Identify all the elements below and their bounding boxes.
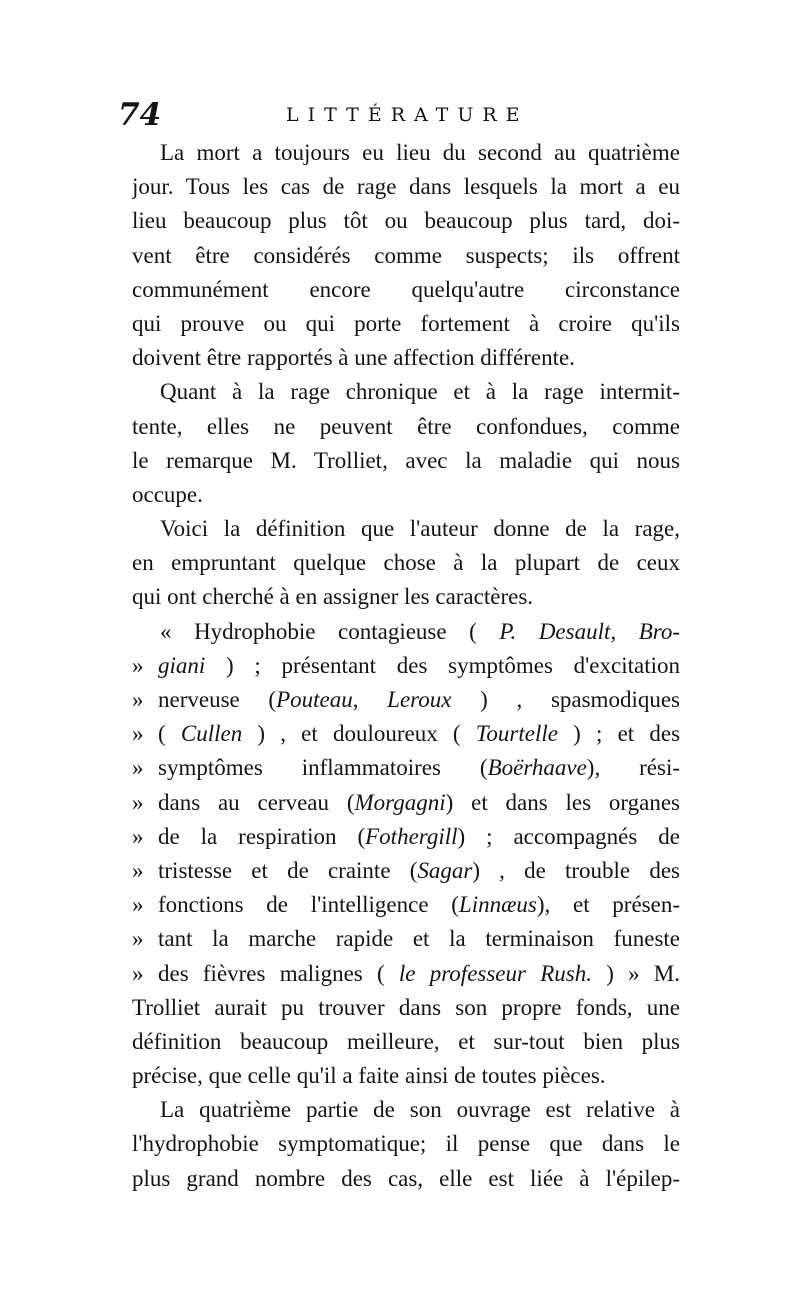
text-line: Trolliet aurait pu trouver dans son propre fonds, une [132,994,680,1020]
text-line: doivent être rapportés à une affection différente. [132,345,575,371]
quote-line: » giani ) ; présentant des symptômes d'excitation [132,649,680,683]
quote-line: » tant la marche rapide et la terminaison funeste [132,922,680,956]
body-text [132,136,680,1196]
quote-line: » ( Cullen ) , et douloureux ( Tourtelle ) ; et des [132,717,680,751]
quote-mark: » [132,755,144,781]
text-line: en empruntant quelque chose à la plupart de ceux [132,550,680,576]
quote-line: « Hydrophobie contagieuse ( P. Desault, Bro- [160,618,680,644]
text-line: La quatrième partie de son ouvrage est relative à [160,1097,680,1123]
text-line: qui ont cherché à en assigner les caractères. [132,584,534,610]
quote-mark: » [132,926,144,952]
quote-line: » symptômes inflammatoires (Boërhaave), rési- [132,751,680,785]
text-line: précise, que celle qu'il a faite ainsi de toutes pièces. [132,1063,606,1089]
text-line: vent être considérés comme suspects; ils offrent [132,242,680,268]
text-line: occupe. [132,481,203,507]
text-line: communément encore quelqu'autre circonstance [132,276,680,302]
text-line: La mort a toujours eu lieu du second au quatrième [160,140,680,165]
text-line: définition beaucoup meilleure, et sur-tout bien plus [132,1028,680,1054]
quote-mark: » [132,652,144,678]
quote-line: » fonctions de l'intelligence (Linnæus), et présen- [132,888,680,922]
text-line: tente, elles ne peuvent être confondues, comme [132,413,680,439]
text-line: Voici la définition que l'auteur donne de la rage, [160,516,680,542]
text-line: qui prouve ou qui porte fortement à croire qu'ils [132,310,680,336]
quote-mark: » [132,960,144,986]
quote-mark: » [132,857,144,883]
quote-mark: » [132,823,144,849]
text-line: Quant à la rage chronique et à la rage intermit- [160,379,680,405]
text-line: lieu beaucoup plus tôt ou beaucoup plus tard, doi- [132,208,680,234]
text-line: jour. Tous les cas de rage dans lesquels la mort a eu [132,174,680,200]
text-line: plus grand nombre des cas, elle est liée à l'épilep- [132,1165,680,1191]
quote-line: » dans au cerveau (Morgagni) et dans les organes [132,786,680,820]
quote-line: » tristesse et de crainte (Sagar) , de trouble des [132,854,680,888]
quote-mark: » [132,687,144,712]
text-line: l'hydrophobie symptomatique; il pense que dans le [132,1131,680,1157]
running-title: LITTÉRATURE [286,104,529,126]
page-header [118,95,678,135]
quote-line: » de la respiration (Fothergill) ; accompagnés de [132,820,680,854]
quote-mark: » [132,721,144,747]
quote-mark: » [132,789,144,815]
page-number: 74 [118,97,162,133]
quote-mark: » [132,892,144,918]
quote-line: » des fièvres malignes ( le professeur Rush. ) » M. [132,957,680,991]
quote-line: » nerveuse (Pouteau, Leroux ) , spasmodiques [132,683,680,717]
text-line: le remarque M. Trolliet, avec la maladie qui nous [132,447,680,473]
